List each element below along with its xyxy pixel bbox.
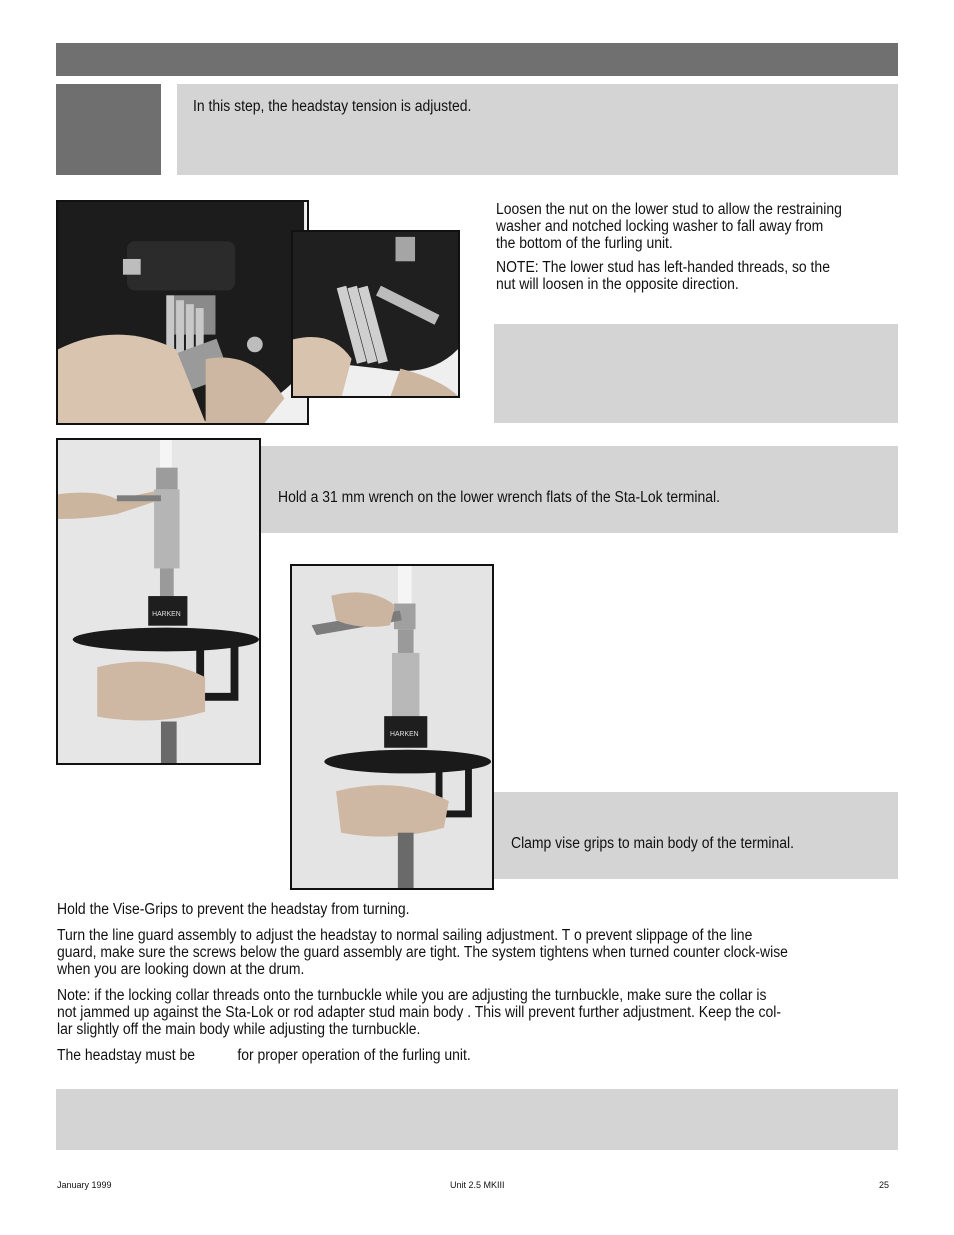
photo-wrench-on-flats [56, 438, 261, 765]
loosen-line-3: the bottom of the furling unit. [496, 235, 673, 252]
photo-locking-washer [291, 230, 460, 398]
bottom-note-box [56, 1089, 898, 1150]
body-text [57, 901, 894, 1064]
wrench-caption: Hold a 31 mm wrench on the lower wrench flats of the Sta-Lok terminal. [278, 489, 720, 506]
photo-lower-stud-nut [56, 200, 309, 425]
caution-box-1 [494, 324, 898, 423]
loosen-instructions [496, 201, 896, 293]
loosen-note-1: NOTE: The lower stud has left-handed threads, so the [496, 259, 830, 276]
body-paragraph-3-line-3: lar slightly off the main body while adjusting the turnbuckle. [57, 1021, 421, 1038]
photo-vise-grips [290, 564, 494, 890]
footer-date: January 1999 [57, 1180, 112, 1190]
loosen-line-2: washer and notched locking washer to fall away from [496, 218, 824, 235]
loosen-note-2: nut will loosen in the opposite direction. [496, 276, 739, 293]
header-bar [56, 43, 898, 76]
body-paragraph-1: Hold the Vise-Grips to prevent the headstay from turning. [57, 901, 410, 918]
brand-mark-2: HARKEN [390, 730, 419, 738]
wrench-caption-box [261, 446, 898, 533]
clamp-caption: Clamp vise grips to main body of the terminal. [511, 835, 795, 852]
intro-text: In this step, the headstay tension is adjusted. [193, 98, 472, 115]
body-paragraph-3-line-2: not jammed up against the Sta-Lok or rod adapter stud main body . This will prevent further adjustment. Keep the col- [57, 1004, 781, 1021]
step-number-box [56, 84, 161, 175]
body-paragraph-4-part-a: The headstay must be [57, 1047, 196, 1064]
body-paragraph-3-line-1: Note: if the locking collar threads onto the turnbuckle while you are adjusting the turnbuckle, make sure the collar is [57, 987, 767, 1004]
footer-unit: Unit 2.5 MKIII [450, 1180, 505, 1190]
brand-mark: HARKEN [152, 610, 181, 618]
loosen-line-1: Loosen the nut on the lower stud to allow the restraining [496, 201, 842, 218]
body-paragraph-2-line-2: guard, make sure the screws below the guard assembly are tight. The system tightens when turned counter clock-wise [57, 944, 788, 961]
body-paragraph-4-part-b: for proper operation of the furling unit. [237, 1047, 471, 1064]
body-paragraph-2-line-3: when you are looking down at the drum. [57, 961, 305, 978]
body-paragraph-2-line-1: Turn the line guard assembly to adjust the headstay to normal sailing adjustment. T o prevent slippage of the line [57, 927, 753, 944]
clamp-caption-box [494, 792, 898, 879]
footer-page-number: 25 [879, 1180, 890, 1190]
body-paragraph-4 [57, 1047, 894, 1064]
intro-box [177, 84, 898, 175]
